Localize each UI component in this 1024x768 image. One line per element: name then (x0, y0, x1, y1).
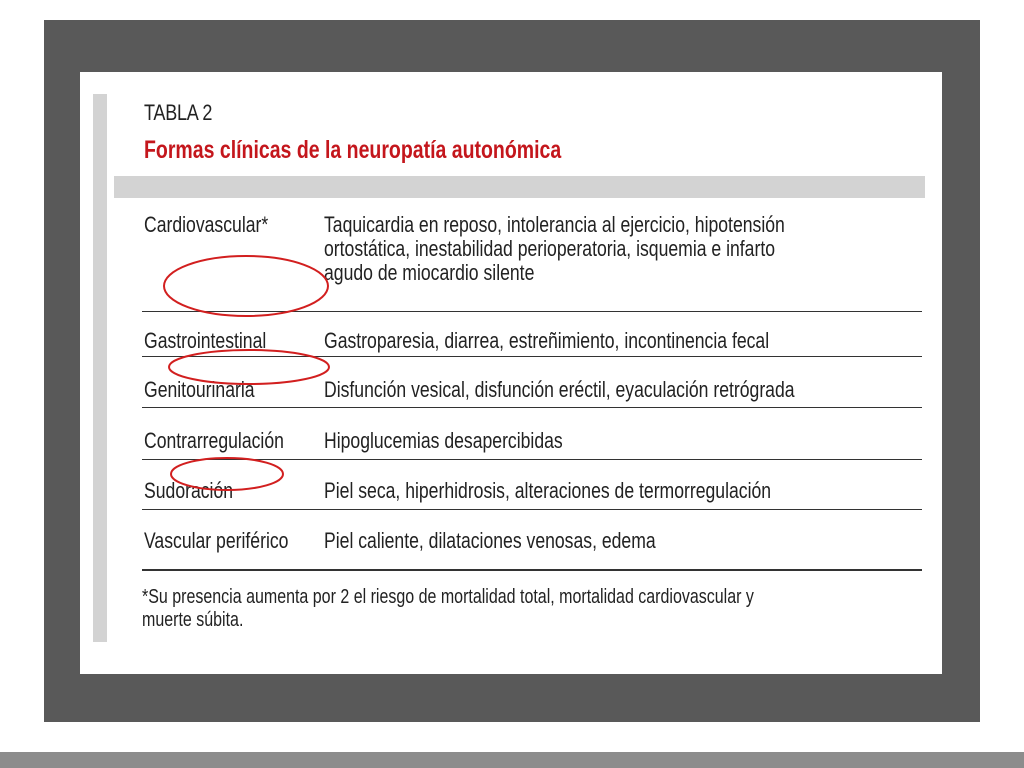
row-description: Hipoglucemias desapercibidas (324, 428, 563, 453)
row-label: Genitourinaria (144, 377, 255, 402)
row-label: Cardiovascular* (144, 212, 269, 237)
row-description: Disfunción vesical, disfunción eréctil, eyaculación retrógrada (324, 377, 795, 402)
table-card (80, 72, 942, 674)
table-row (142, 429, 922, 460)
table-row (142, 529, 922, 571)
table-row (142, 479, 922, 510)
row-label: Gastrointestinal (144, 328, 267, 353)
row-description: Piel caliente, dilataciones venosas, edema (324, 528, 656, 553)
table-footnote: *Su presencia aumenta por 2 el riesgo de mortalidad total, mortalidad cardiovascular y muerte súbita. (142, 586, 754, 631)
header-band (114, 176, 925, 198)
row-label: Vascular periférico (144, 528, 289, 553)
row-description: Piel seca, hiperhidrosis, alteraciones de termorregulación (324, 478, 772, 503)
row-description: Taquicardia en reposo, intolerancia al ejercicio, hipotensión ortostática, inestabilidad perioperatoria, isquemia e infarto agudo de miocardio silente (324, 212, 785, 285)
bottom-bar (0, 752, 1024, 768)
table-row (142, 378, 922, 408)
table-row (142, 213, 922, 312)
table-subtitle: Formas clínicas de la neuropatía autonómica (144, 136, 562, 164)
table-row (142, 329, 922, 357)
left-rule (93, 94, 107, 642)
row-label: Contrarregulación (144, 428, 284, 453)
table-title: TABLA 2 (144, 100, 213, 125)
row-label: Sudoración (144, 478, 234, 503)
row-description: Gastroparesia, diarrea, estreñimiento, incontinencia fecal (324, 328, 770, 353)
